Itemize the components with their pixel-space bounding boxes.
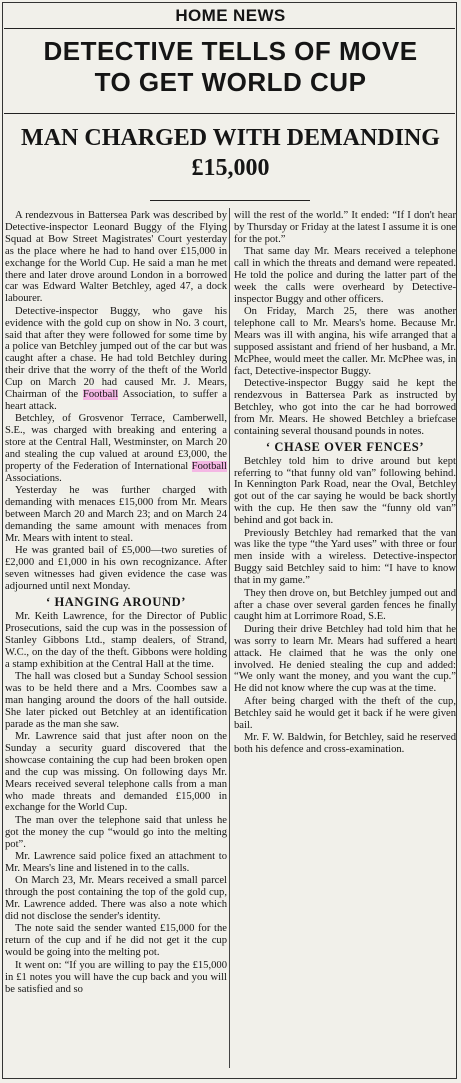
rule-short <box>150 200 310 201</box>
paragraph: That same day Mr. Mears received a telephone call in which the threats and demand were repeated. He told the police and during the latter part of the week the calls were overheard by Detective-inspector Buggy and other officers. <box>234 246 456 305</box>
paragraph: Yesterday he was further charged with demanding with menaces £15,000 from Mr. Mears between March 20 and March 23; and on March 24 demanding the same amount with menaces from Mr. Mears with intent to steal. <box>5 485 227 544</box>
sub-headline-line-1: MAN CHARGED WITH DEMANDING <box>21 125 440 151</box>
paragraph: It went on: “If you are willing to pay the £15,000 in £1 notes you will have the cup back and you will be satisfied and so <box>5 959 227 995</box>
paragraph: He was granted bail of £5,000—two sureties of £2,000 and £1,000 in his own recognizance. After seven witnesses had given evidence the case was adjourned until next Monday. <box>5 545 227 593</box>
paragraph: will the rest of the world.” It ended: “If I don't hear by Thursday or Friday at the latest I assume it is one for the pot.” <box>234 210 456 245</box>
paragraph: On Friday, March 25, there was another telephone call to Mr. Mears's home. Because Mr. Mears was ill with angina, his wife arranged that a supposed assistant and friend of her husband, a Mr. McPhee, would meet the caller. Mr. McPhee was, in fact, Detective-inspector Buggy. <box>234 306 456 377</box>
paragraph: Previously Betchley had remarked that the van was like the type “the Yard uses” with three or four men inside with a wireless. Detective-inspector Buggy said Betchley said to him: “I have to know that in my game.” <box>234 527 456 587</box>
column-divider <box>229 208 230 1068</box>
paragraph: A rendezvous in Battersea Park was described by Detective-inspector Leonard Buggy of the Flying Squad at Bow Street Magistrates' Court yesterday as the place where he had to hand over £15,000 in exchange for the World Cup. He said a man he met there and later drove around London in a borrowed car was Edward Walter Betchley, aged 47, a dock labourer. <box>5 210 227 305</box>
paragraph: On March 23, Mr. Mears received a small parcel through the post containing the top of the gold cup, Mr. Lawrence added. There was also a note which did not disclose the sender's identity. <box>5 875 227 923</box>
section-label: HOME NEWS <box>175 6 286 25</box>
right-column <box>234 210 456 756</box>
paragraph: Mr. Keith Lawrence, for the Director of Public Prosecutions, said the cup was in the possession of Stanley Gibbons Ltd., stamp dealers, of Strand, W.C., on the day of the theft. Gibbons were holding a stamp exhibition at the Central Hall at the time. <box>5 610 227 670</box>
left-column <box>5 210 227 996</box>
main-headline-line-2: TO GET WORLD CUP <box>94 67 367 97</box>
main-headline <box>0 36 461 98</box>
paragraph: Mr. Lawrence said that just after noon on the Sunday a security guard discovered that the showcase containing the cup had been broken open and the cup was missing. On following days Mr. Mears received several telephone calls from a man who made threats and demanded £15,000 in exchange for the World Cup. <box>5 730 227 814</box>
paragraph: After being charged with the theft of the cup, Betchley said he would get it back if he were given bail. <box>234 695 456 731</box>
paragraph: They then drove on, but Betchley jumped out and after a chase over several garden fences he finally caught him at Lorrimore Road, S.E. <box>234 587 456 623</box>
paragraph: Betchley told him to drive around but kept referring to “that funny old van” following behind. In Kennington Park Road, near the Oval, Betchley got out of the car saying he would be back shortly with the cup. He then saw the “funny old van” behind and got back in. <box>234 455 456 527</box>
paragraph: Mr. F. W. Baldwin, for Betchley, said he reserved both his defence and cross-examination. <box>234 731 456 755</box>
paragraph: During their drive Betchley had told him that he was sorry to learn Mr. Mears had suffered a heart attack. He claimed that he was the only one involved. He denied stealing the cup and added: “We only want the money, and you want the cup.” He did not know where the cup was at the time. <box>234 623 456 695</box>
main-headline-line-1: DETECTIVE TELLS OF MOVE <box>43 36 418 66</box>
subheading-hanging-around: ‘ HANGING AROUND’ <box>45 595 187 609</box>
paragraph: The man over the telephone said that unless he got the money the cup “would go into the melting pot”. <box>5 814 227 850</box>
paragraph: Detective-inspector Buggy said he kept the rendezvous in Battersea Park as instructed by Betchley, who got into the car he had borrowed from Mr. Mears. He showed Betchley a briefcase containing several thousand pounds in notes. <box>234 378 456 437</box>
paragraph: Mr. Lawrence said police fixed an attachment to Mr. Mears's line and listened in to the calls. <box>5 851 227 874</box>
rule-mid <box>4 113 455 114</box>
subheading-chase-over-fences: ‘ CHASE OVER FENCES’ <box>265 439 425 454</box>
rule-top <box>4 28 455 29</box>
sub-headline <box>0 123 461 183</box>
highlighted-term: Football <box>82 389 119 401</box>
sub-headline-line-2: £15,000 <box>191 155 270 181</box>
highlighted-term: Football <box>191 461 227 473</box>
paragraph: The hall was closed but a Sunday School session was to be held there and a Mrs. Coombes saw a man hanging around the doors of the hall outside. She later picked out Betchley at an identification parade as the man she saw. <box>5 670 227 730</box>
paragraph: Detective-inspector Buggy, who gave his evidence with the gold cup on show in No. 3 court, said that after they were followed for some time by a police van Betchley jumped out of the car but was caught after a chase. He had told Betchley during their drive that the worry of the theft of the World Cup on March 20 had caused Mr. J. Mears, Chairman of the Football Association, to suffer a heart attack. <box>5 305 227 412</box>
paragraph: The note said the sender wanted £15,000 for the return of the cup and if he did not get it the cup would be going into the melting pot. <box>5 923 227 959</box>
paragraph: Betchley, of Grosvenor Terrace, Camberwell, S.E., was charged with breaking and entering a store at the Central Hall, Westminster, on March 20 and stealing the cup valued at around £3,000, the property of the Federation of International Football Associations. <box>5 413 227 484</box>
